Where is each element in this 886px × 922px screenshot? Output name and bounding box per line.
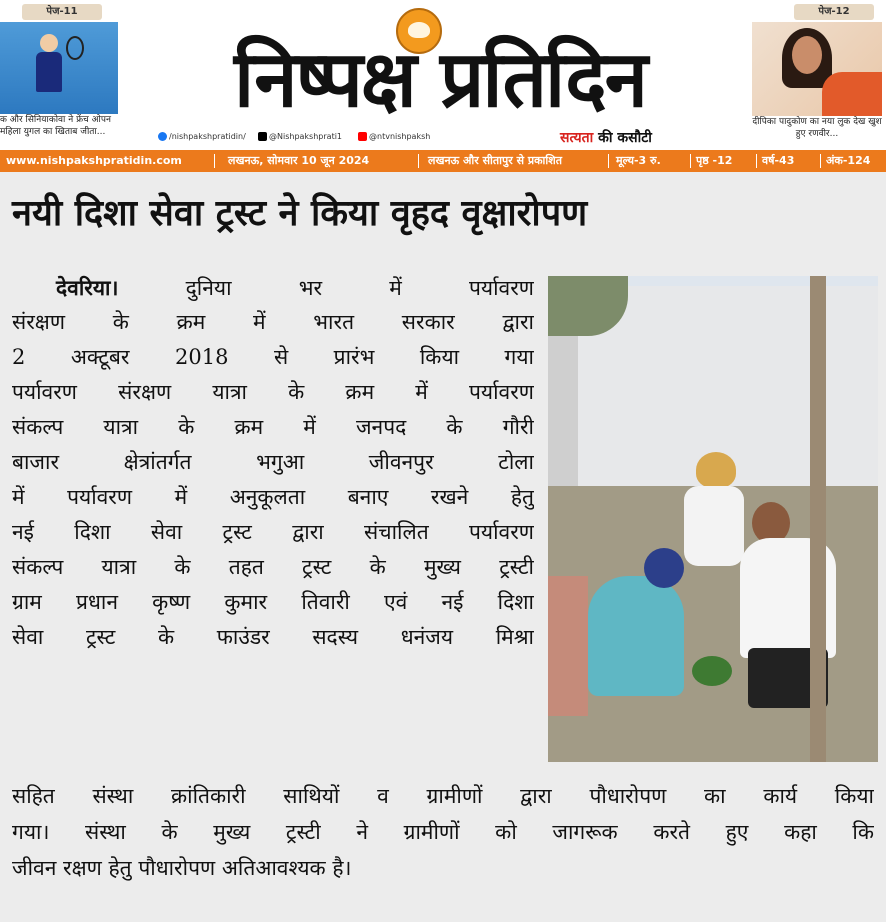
divider	[820, 154, 821, 168]
sapling-icon	[692, 656, 732, 686]
article-line: 2 अक्टूबर 2018 से प्रारंभ किया गया	[12, 345, 534, 369]
article-line: सहित संस्था क्रांतिकारी साथियों व ग्रामीणों द्वारा पौधारोपण का कार्य किया	[12, 784, 874, 808]
woman-head	[644, 548, 684, 588]
divider	[214, 154, 215, 168]
tennis-photo	[0, 22, 118, 114]
article-line: सेवा ट्रस्ट के फाउंडर सदस्य धनंजय मिश्रा	[12, 625, 534, 649]
right-page-tag: पेज-12	[794, 4, 874, 20]
plantation-photo	[548, 276, 878, 762]
youtube-icon	[358, 132, 367, 141]
newspaper-title: निष्पक्ष प्रतिदिन	[234, 35, 646, 125]
issue-date: लखनऊ, सोमवार 10 जून 2024	[228, 154, 370, 167]
dress	[822, 72, 882, 116]
article-line: गया। संस्था के मुख्य ट्रस्टी ने ग्रामीणों को जागरूक करते हुए कहा कि	[12, 820, 874, 844]
player-head	[40, 34, 58, 52]
article-line: संकल्प यात्रा के तहत ट्रस्ट के मुख्य ट्रस्टी	[12, 555, 534, 579]
person-left-edge	[548, 576, 588, 716]
article-line	[12, 270, 534, 305]
article-continuation	[12, 778, 874, 886]
social-label: /nishpakshpratidin/	[169, 132, 246, 141]
price: मूल्य-3 रु.	[616, 154, 661, 167]
facebook-icon	[158, 132, 167, 141]
left-teaser[interactable]	[0, 0, 124, 150]
face	[792, 36, 822, 74]
social-label: @ntvnishpaksh	[369, 132, 431, 141]
article-line: जीवन रक्षण हेतु पौधारोपण अतिआवश्यक है।	[12, 856, 352, 880]
dateline: देवरिया।	[56, 275, 119, 300]
social-x[interactable]	[258, 132, 342, 141]
article-headline: नयी दिशा सेवा ट्रस्ट ने किया वृहद वृक्षारोपण	[12, 193, 588, 234]
page-count: पृष्ठ -12	[696, 154, 733, 167]
edition-info: लखनऊ और सीतापुर से प्रकाशित	[428, 154, 563, 167]
article-line: ग्राम प्रधान कृष्ण कुमार तिवारी एवं नई दिशा	[12, 590, 534, 614]
social-youtube[interactable]	[358, 132, 430, 141]
article-line: नई दिशा सेवा ट्रस्ट द्वारा संचालित पर्यावरण	[12, 520, 534, 544]
article-column	[12, 270, 534, 655]
article-line: संकल्प यात्रा के क्रम में जनपद के गौरी	[12, 415, 534, 439]
issue-number: अंक-124	[826, 154, 871, 167]
article-line: में पर्यावरण में अनुकूलता बनाए रखने हेतु	[12, 485, 534, 509]
tagline-black: की कसौटी	[598, 130, 652, 146]
player-body	[36, 52, 62, 92]
year: वर्ष-43	[762, 154, 795, 167]
line-text: दुनिया भर में पर्यावरण	[185, 276, 534, 300]
actress-photo	[752, 22, 882, 116]
person-standing	[684, 486, 744, 566]
divider	[756, 154, 757, 168]
social-facebook[interactable]	[158, 132, 246, 141]
tagline-red: सत्यता	[560, 130, 594, 146]
right-teaser-caption: दीपिका पादुकोण का नया लुक देख खुश हुए रणवीर...	[752, 117, 882, 139]
tagline	[560, 128, 652, 147]
tree-trunk	[810, 276, 826, 762]
info-bar	[0, 150, 886, 172]
x-icon	[258, 132, 267, 141]
article-line: पर्यावरण संरक्षण यात्रा के क्रम में पर्यावरण	[12, 380, 534, 404]
left-page-tag: पेज-11	[22, 4, 102, 20]
divider	[418, 154, 419, 168]
left-teaser-caption: क और सिनियाकोवा ने फ्रेंच ओपन महिला युगल का खिताब जीता...	[0, 115, 111, 137]
divider	[608, 154, 609, 168]
article-line: बाजार क्षेत्रांतर्गत भगुआ जीवनपुर टोला	[12, 450, 534, 474]
article-line: संरक्षण के क्रम में भारत सरकार द्वारा	[12, 310, 534, 334]
website-link[interactable]: www.nishpakshpratidin.com	[6, 154, 182, 167]
social-label: @Nishpakshprati1	[269, 132, 343, 141]
divider	[690, 154, 691, 168]
masthead	[0, 0, 886, 172]
woman-planting	[588, 576, 684, 696]
person-turban	[696, 452, 736, 488]
racket-icon	[66, 36, 84, 60]
